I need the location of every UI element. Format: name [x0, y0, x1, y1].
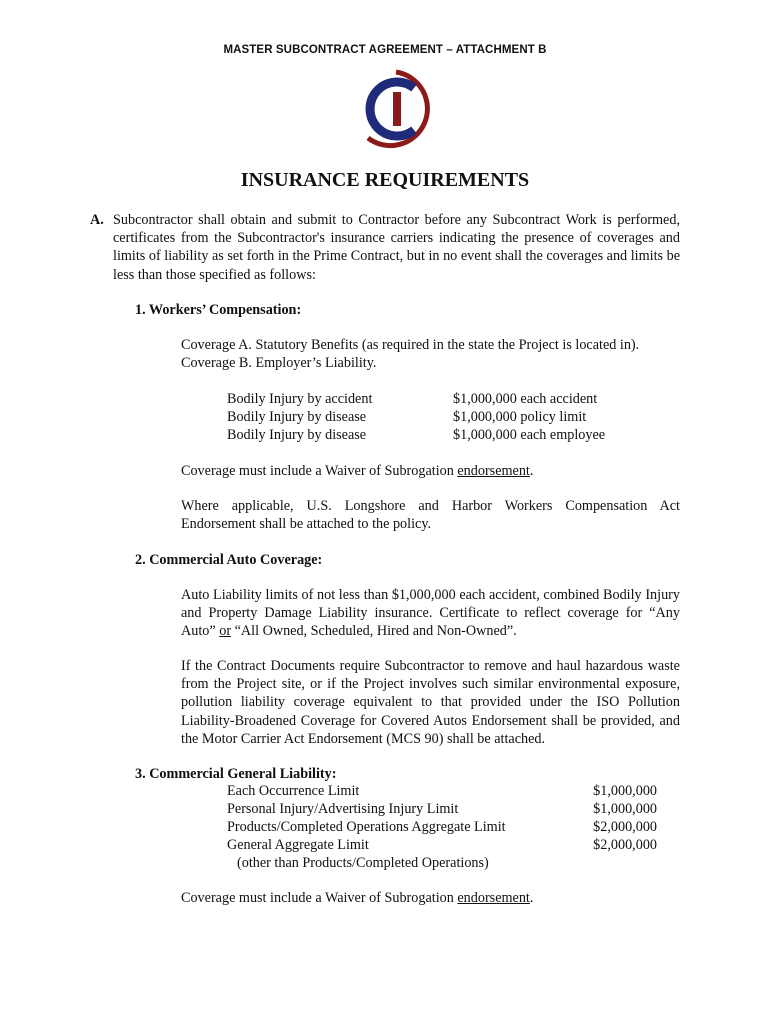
wc-limit-value: $1,000,000 each employee [453, 427, 606, 443]
cgl-limit-label: Each Occurrence Limit [227, 783, 360, 799]
wc-limit-label: Bodily Injury by accident [227, 391, 373, 407]
logo-bar [393, 92, 401, 126]
coverage-a-text: Coverage A. Statutory Benefits (as required in the state the Project is located in). [181, 337, 640, 353]
document-header: MASTER SUBCONTRACT AGREEMENT – ATTACHMENT B [223, 44, 547, 56]
wc-limit-value: $1,000,000 each accident [453, 391, 598, 407]
hazardous-waste-text: If the Contract Documents require Subcontractor to remove and haul hazardous waste from the Project site, or if the Project involves such similar environmental exposure, pollution liability coverage equivalent to that provided under the ISO Pollution Liability-Broadened Coverage for Covered Autos Endorsement shall be provided, and the Motor Carrier Act Endorsement (MCS 90) shall be attached. [181, 658, 680, 747]
auto-liability-text: Auto Liability limits of not less than $1,000,000 each accident, combined Bodily Injury and Property Damage Liability insurance. Certificate to reflect coverage for “Any Auto” or “All Owned, Scheduled, Hired and Non-Owned”. [181, 587, 680, 640]
section-a-label: A. [90, 212, 104, 228]
longshore-text: Where applicable, U.S. Longshore and Harbor Workers Compensation Act Endorsement shall be attached to the policy. [181, 498, 680, 533]
auto-coverage-heading: 2. Commercial Auto Coverage: [135, 552, 323, 568]
coverage-b-text: Coverage B. Employer’s Liability. [181, 355, 377, 371]
wc-waiver-text: Coverage must include a Waiver of Subrogation endorsement. [181, 463, 534, 479]
cgl-note: (other than Products/Completed Operations) [237, 855, 489, 871]
cgl-limit-value: $1,000,000 [593, 801, 657, 817]
wc-limit-label: Bodily Injury by disease [227, 409, 367, 425]
cgl-limit-label: General Aggregate Limit [227, 837, 369, 853]
cgl-limit-value: $2,000,000 [593, 819, 657, 835]
wc-limit-label: Bodily Injury by disease [227, 427, 367, 443]
page-title: INSURANCE REQUIREMENTS [240, 169, 530, 191]
logo-inner-arc [370, 82, 414, 136]
section-a-text: Subcontractor shall obtain and submit to Contractor before any Subcontract Work is performed, certificates from the Subcontractor's insurance carriers indicating the presence of coverages and limits of liability as set forth in the Prime Contract, but in no event shall the coverages and limits be less than those specified as follows: [113, 212, 680, 283]
wc-waiver-endorsement-link: endorsement [457, 463, 530, 479]
workers-comp-heading: 1. Workers’ Compensation: [135, 302, 302, 318]
cgl-limit-value: $1,000,000 [593, 783, 657, 799]
company-logo [358, 68, 438, 150]
cgl-limit-label: Personal Injury/Advertising Injury Limit [227, 801, 459, 817]
cgl-waiver-endorsement-link: endorsement [457, 890, 530, 906]
cgl-limit-label: Products/Completed Operations Aggregate Limit [227, 819, 506, 835]
cgl-limit-value: $2,000,000 [593, 837, 657, 853]
general-liability-heading: 3. Commercial General Liability: [135, 766, 337, 782]
cgl-waiver-text: Coverage must include a Waiver of Subrogation endorsement. [181, 890, 534, 906]
wc-limit-value: $1,000,000 policy limit [453, 409, 587, 425]
